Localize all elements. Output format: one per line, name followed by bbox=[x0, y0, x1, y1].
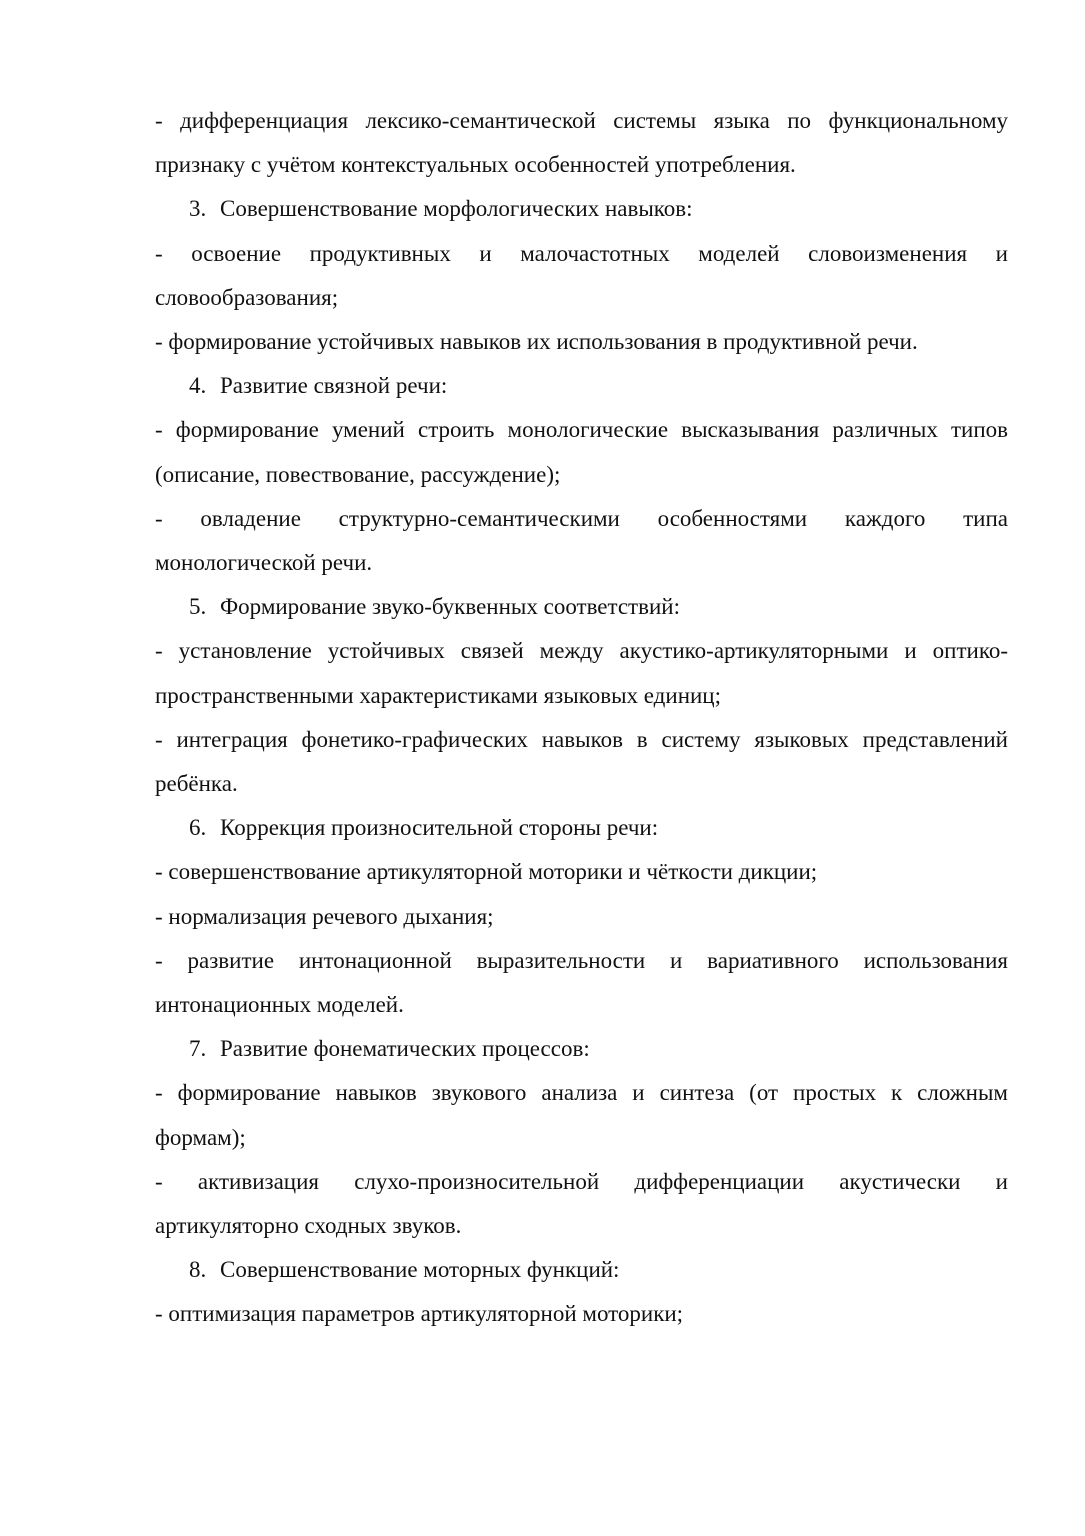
bullet-paragraph: - совершенствование артикуляторной моторики и чёткости дикции; bbox=[155, 859, 818, 885]
heading-number: 8. bbox=[189, 1257, 207, 1283]
bullet-paragraph: - оптимизация параметров артикуляторной моторики; bbox=[155, 1301, 684, 1327]
bullet-paragraph: - установление устойчивых связей между акустико-артикуляторными и оптико-пространственными характеристиками языковых единиц; bbox=[155, 638, 1008, 708]
heading-number: 5. bbox=[189, 594, 207, 620]
heading-number: 4. bbox=[189, 373, 207, 399]
bullet-paragraph: - формирование устойчивых навыков их использования в продуктивной речи. bbox=[155, 329, 918, 355]
heading-text: Развитие связной речи: bbox=[220, 373, 448, 399]
bullet-paragraph: - формирование навыков звукового анализа и синтеза (от простых к сложным формам); bbox=[155, 1080, 1008, 1150]
heading-number: 3. bbox=[189, 196, 207, 222]
bullet-paragraph: - овладение структурно-семантическими особенностями каждого типа монологической речи. bbox=[155, 505, 1008, 576]
numbered-heading bbox=[155, 1248, 1008, 1292]
heading-number: 7. bbox=[189, 1036, 207, 1062]
numbered-heading bbox=[155, 1027, 1008, 1071]
numbered-heading bbox=[155, 187, 1008, 231]
document-body bbox=[155, 99, 1008, 1337]
bullet-paragraph: - активизация слухо-произносительной дифференциации акустически и артикуляторно сходных звуков. bbox=[155, 1168, 1008, 1239]
numbered-heading bbox=[155, 806, 1008, 850]
numbered-heading bbox=[155, 364, 1008, 408]
bullet-paragraph: - интеграция фонетико-графических навыков в систему языковых представлений ребёнка. bbox=[155, 726, 1008, 797]
heading-text: Формирование звуко-буквенных соответствий: bbox=[220, 594, 680, 620]
heading-text: Развитие фонематических процессов: bbox=[220, 1036, 590, 1062]
heading-number: 6. bbox=[189, 815, 207, 841]
heading-text: Совершенствование морфологических навыков: bbox=[220, 196, 693, 222]
heading-text: Коррекция произносительной стороны речи: bbox=[220, 815, 659, 841]
bullet-paragraph: - нормализация речевого дыхания; bbox=[155, 903, 494, 929]
numbered-heading bbox=[155, 585, 1008, 629]
bullet-paragraph: - дифференциация лексико-семантической системы языка по функциональному признаку с учётом контекстуальных особенностей употребления. bbox=[155, 108, 1008, 178]
heading-text: Совершенствование моторных функций: bbox=[220, 1257, 620, 1283]
bullet-paragraph: - развитие интонационной выразительности и вариативного использования интонационных моделей. bbox=[155, 947, 1008, 1018]
bullet-paragraph: - освоение продуктивных и малочастотных моделей словоизменения и словообразования; bbox=[155, 240, 1008, 310]
bullet-paragraph: - формирование умений строить монологические высказывания различных типов (описание, повествование, рассуждение); bbox=[155, 417, 1008, 487]
